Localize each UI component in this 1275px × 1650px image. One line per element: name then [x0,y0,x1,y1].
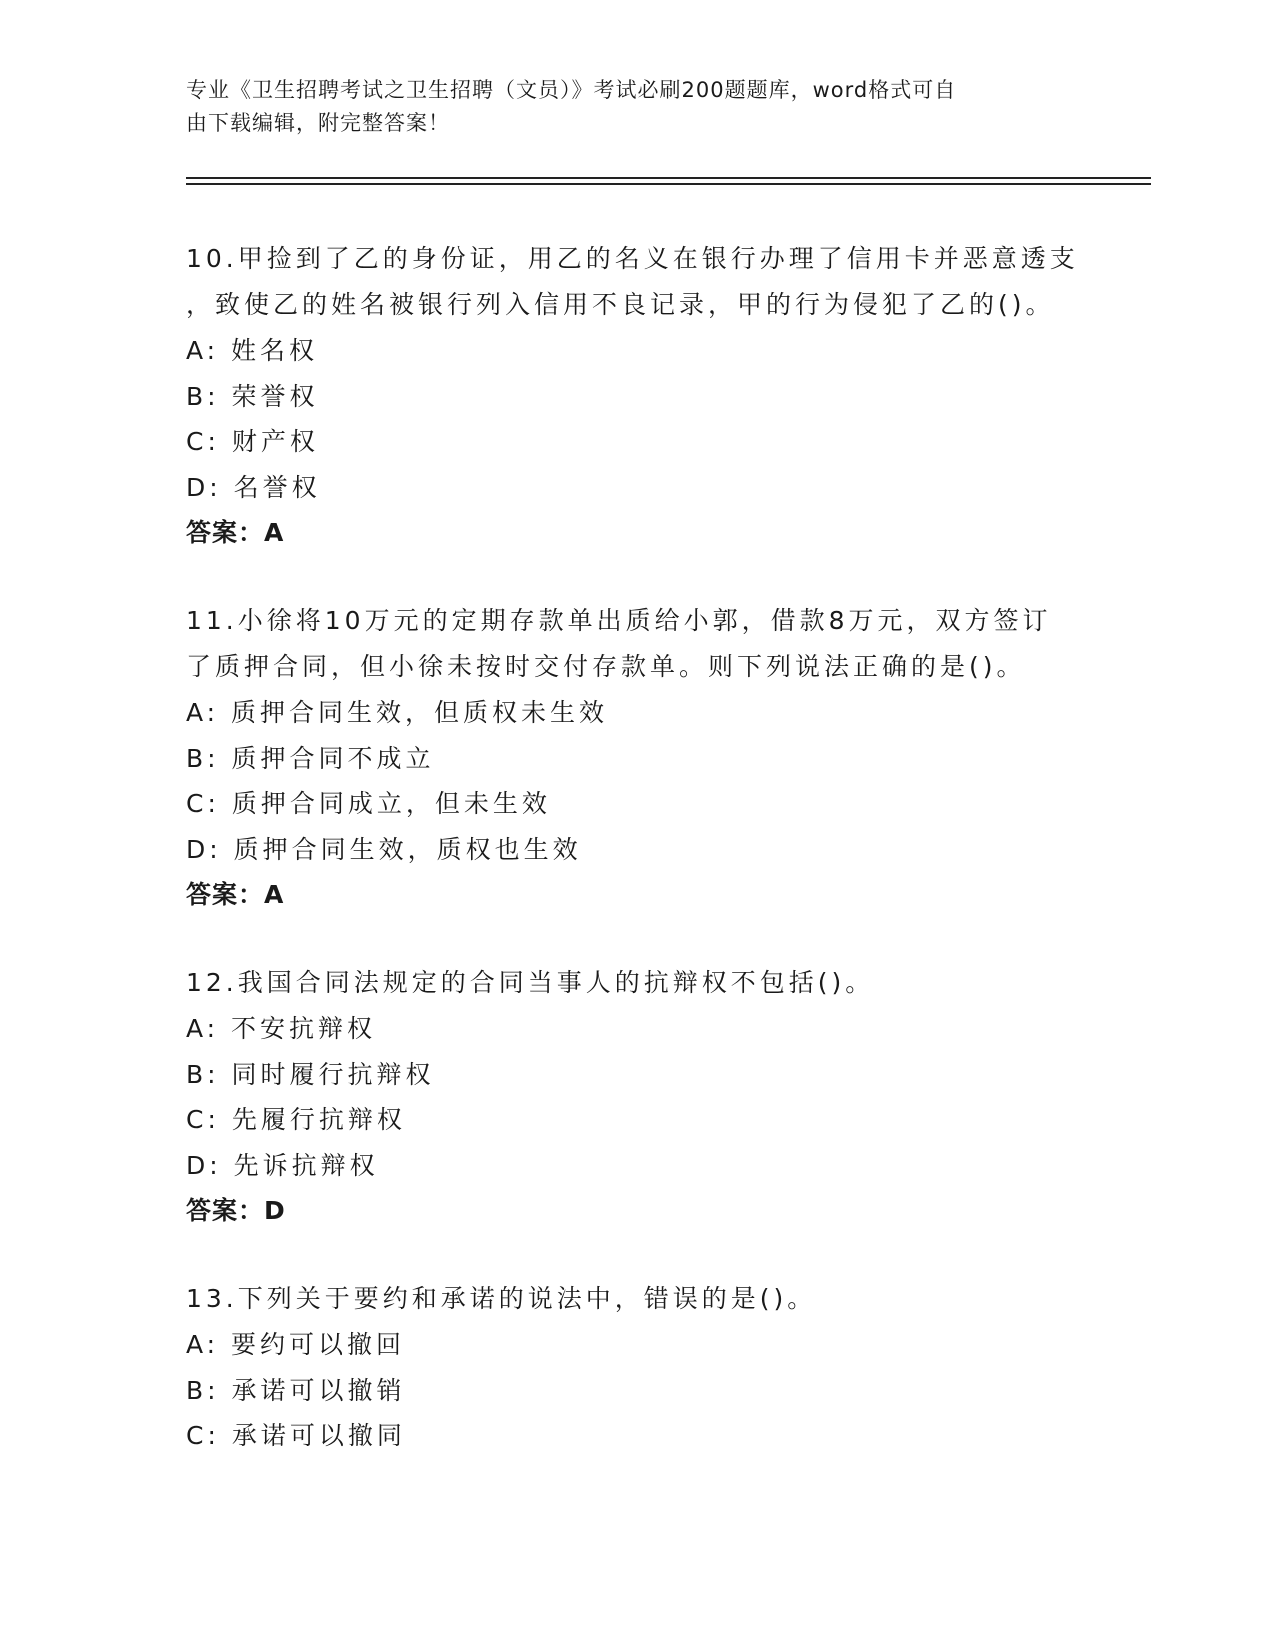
question-11 [186,598,1086,917]
option-b: B: 荣誉权 [186,381,319,411]
header-line-2: 由下载编辑，附完整答案！ [186,111,450,135]
answer-line: 答案：D [186,1196,286,1225]
question-13 [186,1276,1086,1459]
question-10 [186,236,1086,555]
option-d: D: 先诉抗辩权 [186,1150,379,1180]
answer-line: 答案：A [186,880,285,909]
question-stem-line: 12.我国合同法规定的合同当事人的抗辩权不包括()。 [186,968,875,997]
option-c: C: 承诺可以撤同 [186,1421,406,1450]
question-stem-line: ，致使乙的姓名被银行列入信用不良记录，甲的行为侵犯了乙的()。 [186,290,1055,319]
header-line-1: 专业《卫生招聘考试之卫生招聘（文员）》考试必刷200题题库，word格式可自 [186,78,957,102]
document-header [186,74,1066,140]
question-stem-line: 了质押合同，但小徐未按时交付存款单。则下列说法正确的是()。 [186,652,1026,681]
option-a: A: 质押合同生效，但质权未生效 [186,698,609,727]
option-c: C: 质押合同成立，但未生效 [186,789,551,818]
question-stem-line: 10.甲捡到了乙的身份证，用乙的名义在银行办理了信用卡并恶意透支 [186,244,1079,273]
answer-line: 答案：A [186,518,285,547]
option-a: A: 姓名权 [186,336,319,365]
option-a: A: 要约可以撤回 [186,1330,406,1359]
option-d: D: 名誉权 [186,472,321,502]
option-d: D: 质押合同生效，质权也生效 [186,834,582,864]
question-stem-line: 13.下列关于要约和承诺的说法中，错误的是()。 [186,1284,817,1313]
question-stem-line: 11.小徐将10万元的定期存款单出质给小郭，借款8万元，双方签订 [186,606,1052,635]
option-c: C: 财产权 [186,427,319,456]
option-b: B: 承诺可以撤销 [186,1375,406,1405]
question-12 [186,960,1086,1233]
header-divider-bottom [186,183,1151,185]
option-c: C: 先履行抗辩权 [186,1105,406,1134]
option-b: B: 同时履行抗辩权 [186,1059,435,1089]
option-b: B: 质押合同不成立 [186,743,435,773]
option-a: A: 不安抗辩权 [186,1014,377,1043]
header-divider-top [186,177,1151,179]
